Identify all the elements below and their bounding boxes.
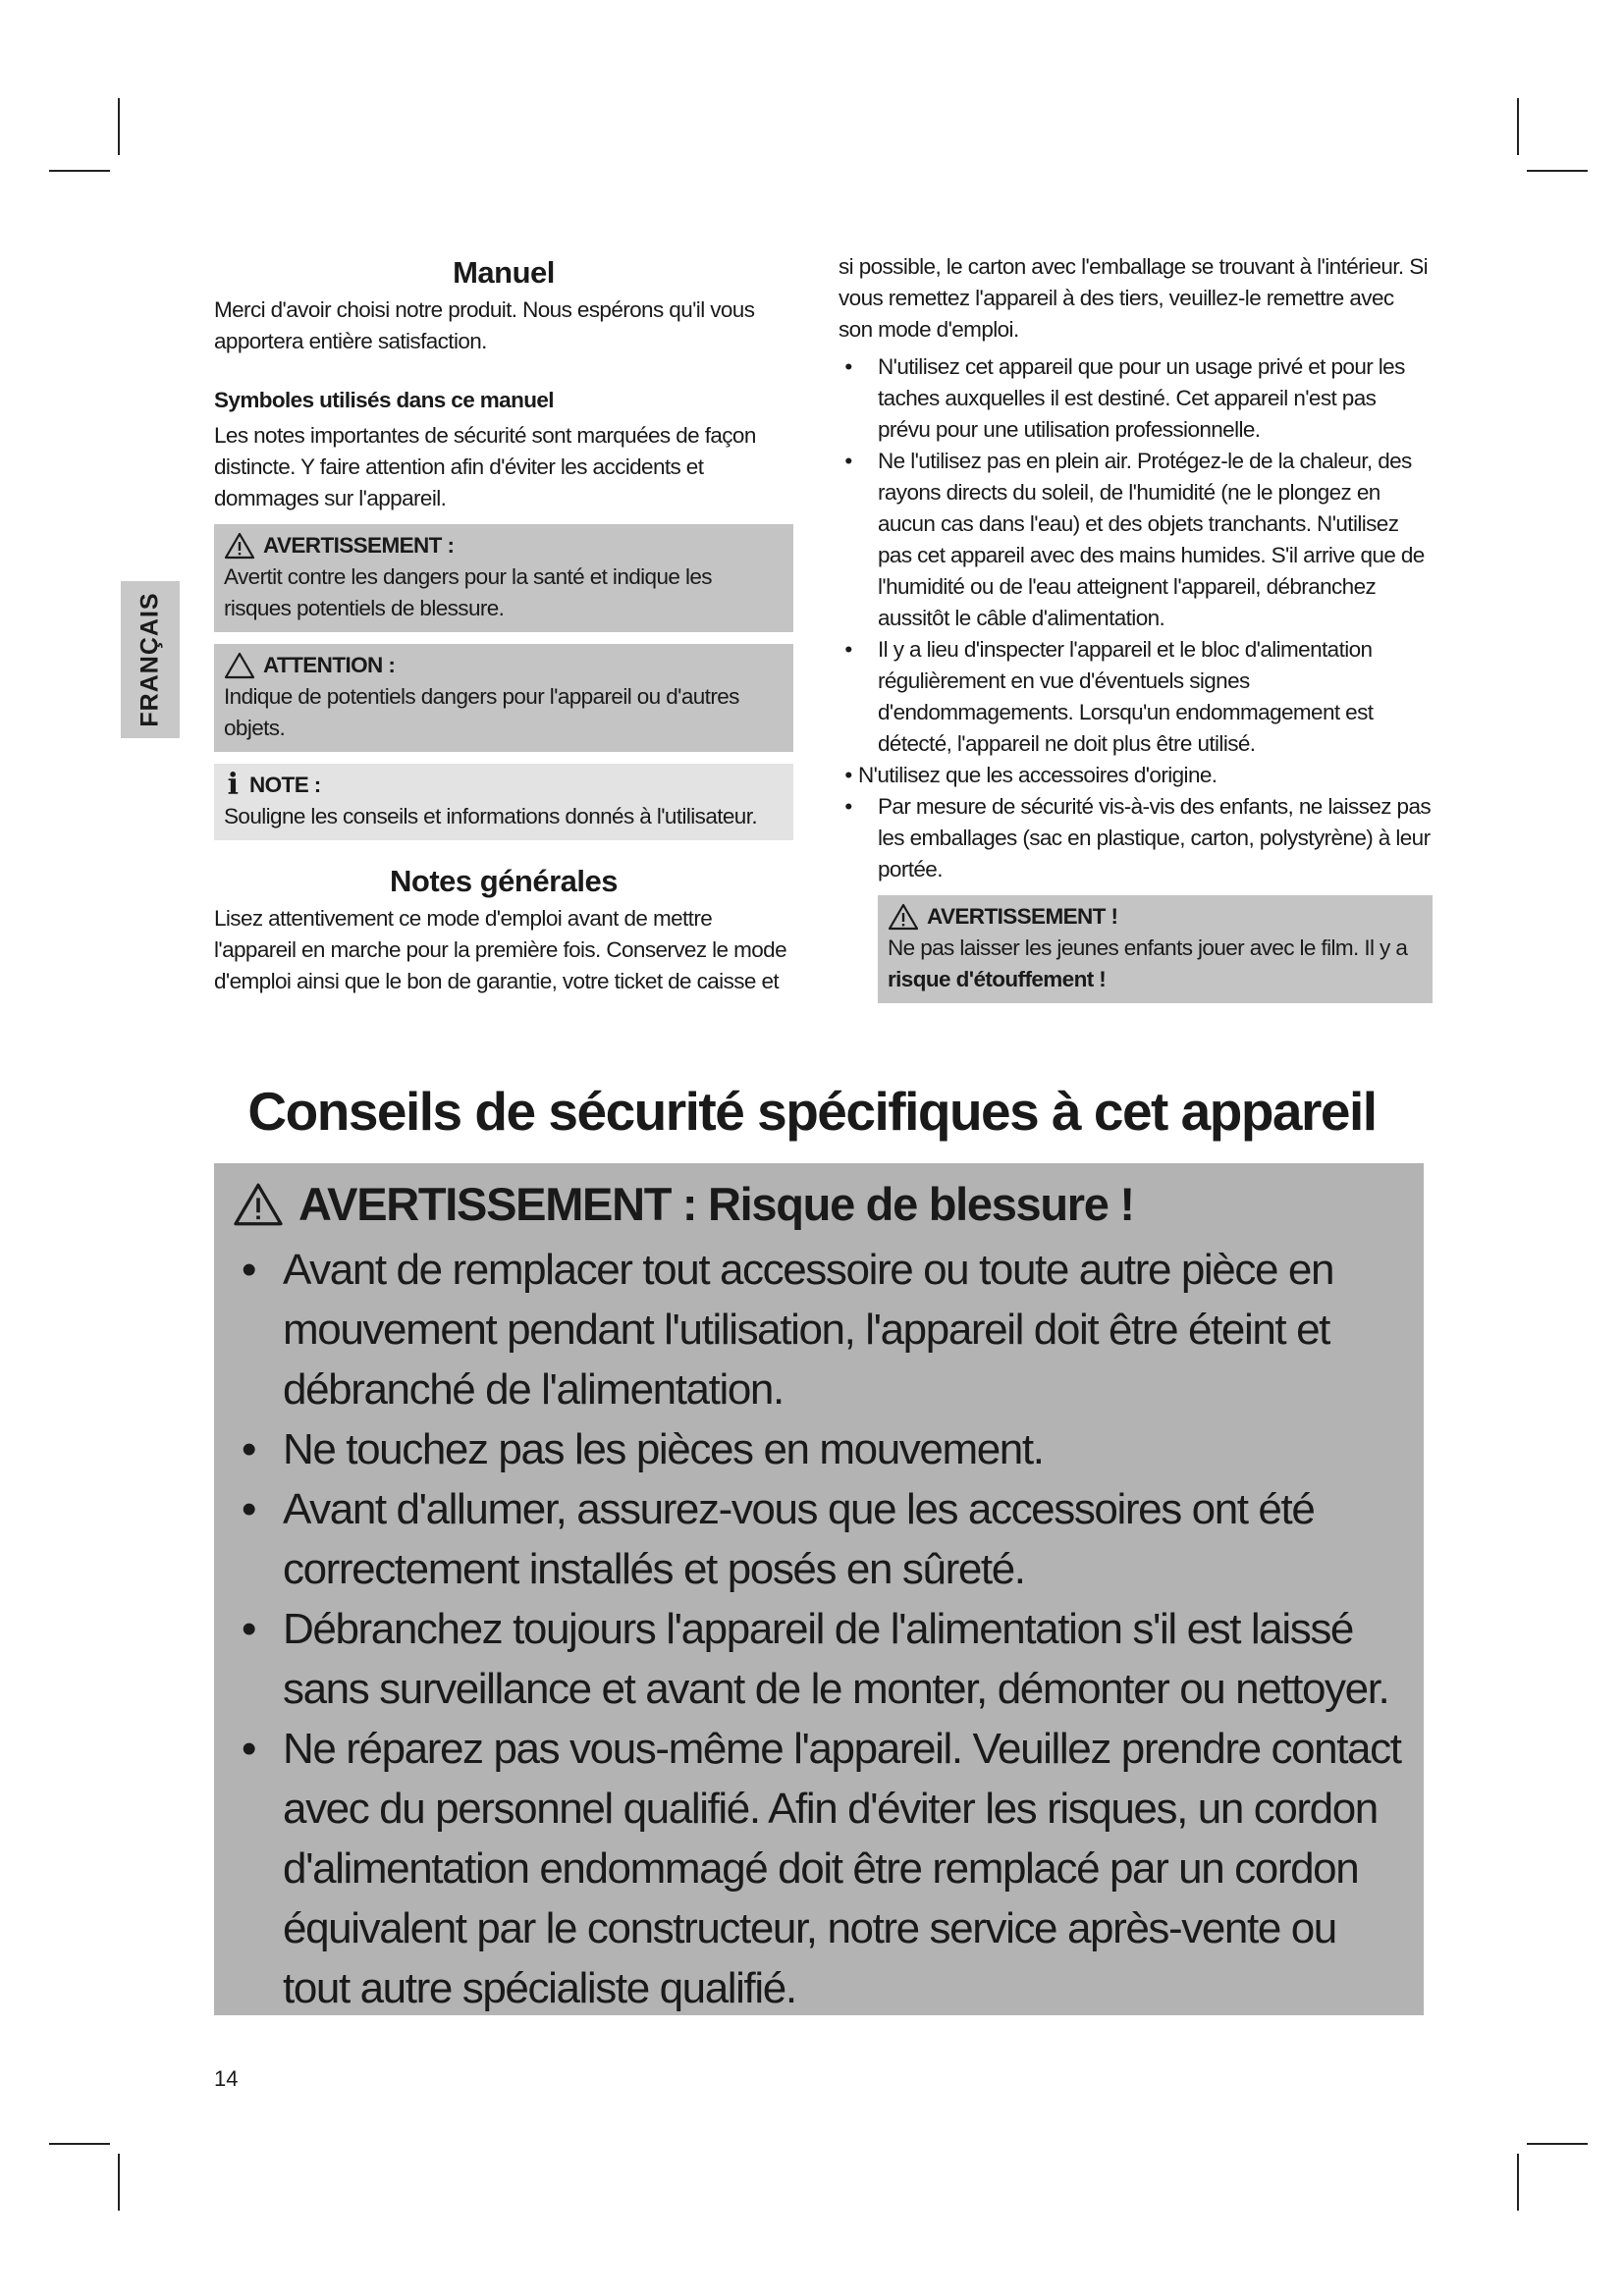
safety-list	[839, 351, 1433, 885]
warning-text: Avertit contre les dangers pour la santé et indique les risques potentiels de blessure.	[224, 564, 712, 620]
crop-mark	[1527, 2143, 1588, 2145]
list-item: • N'utilisez cet appareil que pour un usage privé et pour les taches auxquelles il est destiné. Cet appareil n'est pas prévu pour une utilisation professionnelle.	[839, 351, 1433, 446]
list-item: • Avant de remplacer tout accessoire ou toute autre pièce en mouvement pendant l'utilisation, l'appareil doit être éteint et débranché de l'alimentation.	[234, 1240, 1412, 1419]
specific-warning-box	[214, 1163, 1424, 2015]
crop-mark	[49, 2143, 110, 2145]
list-item: • Il y a lieu d'inspecter l'appareil et le bloc d'alimentation régulièrement en vue d'éventuels signes d'endommagements. Lorsqu'un endommagement est détecté, l'appareil ne doit plus être utilisé.	[839, 634, 1433, 760]
note-text: Souligne les conseils et informations donnés à l'utilisateur.	[224, 804, 758, 828]
list-item: • N'utilisez que les accessoires d'origine.	[839, 760, 1433, 791]
specific-warning-head: AVERTISSEMENT : Risque de blessure !	[298, 1178, 1134, 1230]
continued-text: si possible, le carton avec l'emballage se trouvant à l'intérieur. Si vous remettez l'appareil à des tiers, veuillez-le remettre avec son mode d'emploi.	[839, 254, 1429, 342]
manuel-title: Manuel	[453, 255, 555, 290]
list-item: • Par mesure de sécurité vis-à-vis des enfants, ne laissez pas les emballages (sac en plastique, carton, polystyrène) à leur portée.	[839, 791, 1433, 885]
warning-triangle-icon	[888, 903, 919, 931]
packaging-warning-text: Ne pas laisser les jeunes enfants jouer avec le film. Il y a	[888, 935, 1408, 960]
list-item: • Débranchez toujours l'appareil de l'alimentation s'il est laissé sans surveillance et avant de le monter, démonter ou nettoyer.	[234, 1599, 1412, 1719]
language-tab	[121, 581, 180, 738]
packaging-warning-label: AVERTISSEMENT !	[927, 904, 1118, 929]
list-item: • Ne touchez pas les pièces en mouvement.	[234, 1419, 1412, 1479]
note-box	[214, 764, 793, 840]
warning-triangle-icon	[224, 532, 255, 560]
list-item: • Ne l'utilisez pas en plein air. Protégez-le de la chaleur, des rayons directs du soleil, de l'humidité (ne le plongez en aucun cas dans l'eau) et des objets tranchants. N'utilisez pas cet appareil avec des mains humides. S'il arrive que de l'humidité ou de l'eau atteignent l'appareil, débranchez aussitôt le câble d'alimentation.	[839, 446, 1433, 634]
crop-mark	[1517, 98, 1519, 155]
info-icon: i	[227, 768, 239, 802]
warning-box	[214, 524, 793, 632]
list-item: • Avant d'allumer, assurez-vous que les accessoires ont été correctement installés et posés en sûreté.	[234, 1479, 1412, 1599]
symbols-heading: Symboles utilisés dans ce manuel	[214, 388, 554, 412]
note-label: NOTE :	[249, 773, 321, 797]
crop-mark	[1517, 2154, 1519, 2211]
general-text: Lisez attentivement ce mode d'emploi avant de mettre l'appareil en marche pour la première fois. Conservez le mode d'emploi ainsi que le bon de garantie, votre ticket de caisse et	[214, 906, 786, 993]
crop-mark	[49, 170, 110, 172]
attention-triangle-icon	[224, 652, 255, 679]
crop-mark	[1527, 170, 1588, 172]
crop-mark	[118, 98, 120, 155]
page-number: 14	[214, 2066, 239, 2091]
attention-text: Indique de potentiels dangers pour l'appareil ou d'autres objets.	[224, 684, 739, 740]
specific-list	[234, 1240, 1412, 2018]
right-column	[839, 251, 1433, 1003]
packaging-warning-box	[878, 895, 1433, 1003]
symbols-text: Les notes importantes de sécurité sont marquées de façon distincte. Y faire attention afin d'éviter les accidents et dommages sur l'appareil.	[214, 423, 756, 510]
attention-box	[214, 644, 793, 752]
specific-title: Conseils de sécurité spécifiques à cet appareil	[247, 1081, 1377, 1142]
attention-label: ATTENTION :	[263, 653, 396, 677]
packaging-warning-bold: risque d'étouffement !	[888, 967, 1107, 991]
language-tab-label: FRANÇAIS	[135, 592, 164, 727]
warning-label: AVERTISSEMENT :	[263, 533, 455, 558]
general-title: Notes générales	[390, 864, 618, 898]
manuel-intro: Merci d'avoir choisi notre produit. Nous espérons qu'il vous apportera entière satisfaction.	[214, 297, 755, 353]
left-column	[214, 257, 793, 997]
crop-mark	[118, 2154, 120, 2211]
list-item: • Ne réparez pas vous-même l'appareil. Veuillez prendre contact avec du personnel qualifié. Afin d'éviter les risques, un cordon d'alimentation endommagé doit être remplacé par un cordon équivalent par le constructeur, notre service après-vente ou tout autre spécialiste qualifié.	[234, 1719, 1412, 2018]
warning-triangle-icon	[232, 1182, 285, 1227]
